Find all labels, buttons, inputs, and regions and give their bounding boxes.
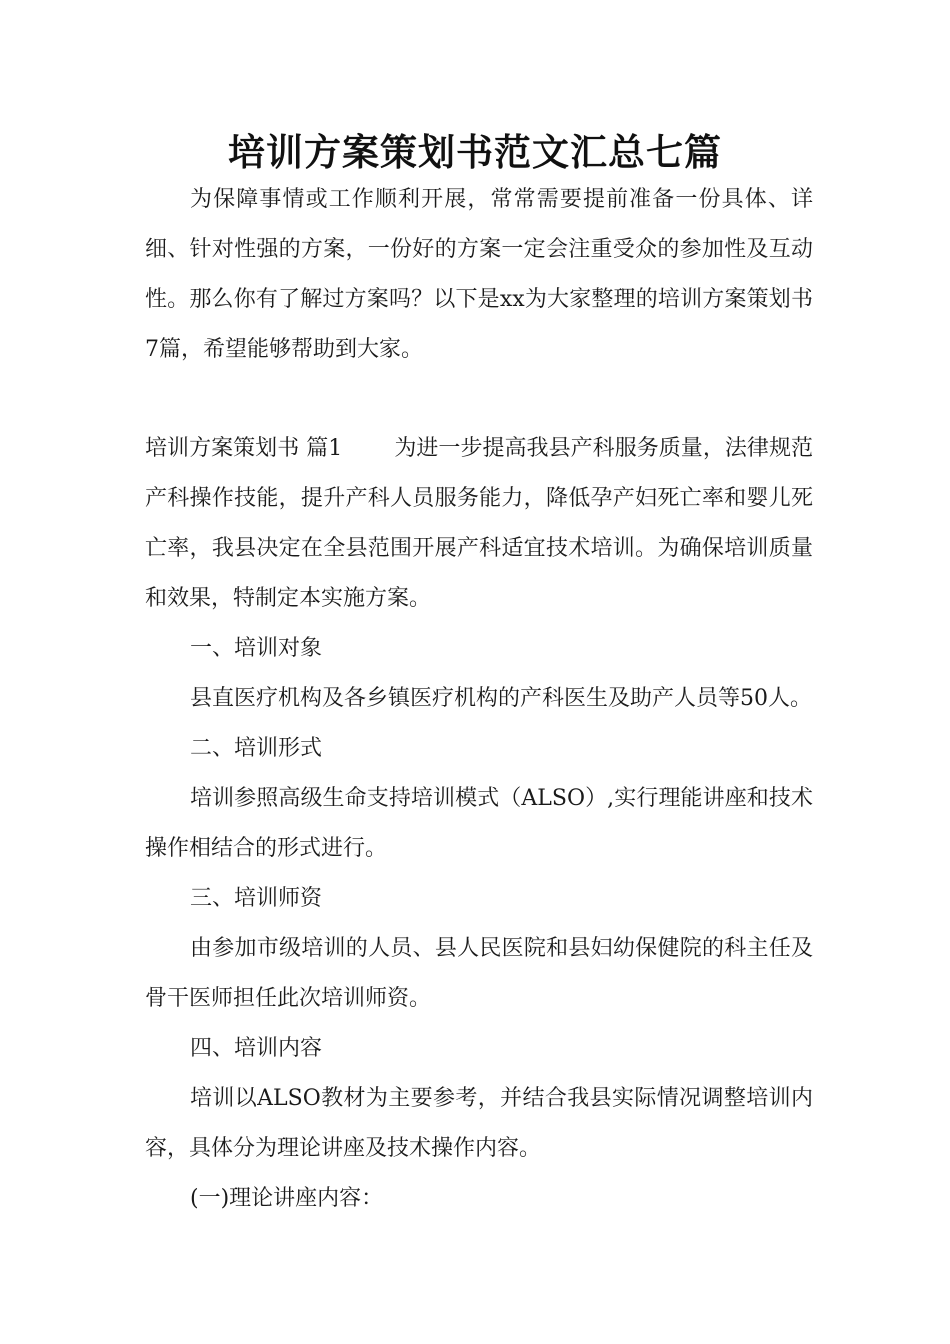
paragraph-training-content: 培训以ALSO教材为主要参考，并结合我县实际情况调整培训内容，具体分为理论讲座及技术操作内容。: [145, 1086, 813, 1161]
paragraph-training-target: 县直医疗机构及各乡镇医疗机构的产科医生及助产人员等50人。: [190, 686, 812, 711]
article-section: [145, 424, 813, 1224]
article-first-paragraph: [145, 424, 813, 624]
article-opening: 为进一步提高我县产科服务质量，法律规范产科操作技能，提升产科人员服务能力，降低孕产妇死亡率和婴儿死亡率，我县决定在全县范围开展产科适宜技术培训。为确保培训质量和效果，特制定本实施方案。: [145, 436, 813, 611]
heading-training-content: 四、培训内容: [190, 1036, 323, 1061]
heading-training-teachers: 三、培训师资: [190, 886, 323, 911]
intro-block: [145, 175, 813, 375]
article-lead: 培训方案策划书 篇1: [145, 436, 343, 461]
intro-paragraph: 为保障事情或工作顺利开展，常常需要提前准备一份具体、详细、针对性强的方案，一份好的方案一定会注重受众的参加性及互动性。那么你有了解过方案吗？以下是xx为大家整理的培训方案策划书7篇，希望能够帮助到大家。: [145, 187, 813, 362]
heading-training-format: 二、培训形式: [190, 736, 323, 761]
heading-theory-lectures: (一)理论讲座内容：: [190, 1186, 384, 1211]
paragraph-training-format: 培训参照高级生命支持培训模式（ALSO）,实行理能讲座和技术操作相结合的形式进行。: [145, 786, 813, 861]
paragraph-training-teachers: 由参加市级培训的人员、县人民医院和县妇幼保健院的科主任及骨干医师担任此次培训师资。: [145, 936, 813, 1011]
heading-training-target: 一、培训对象: [190, 636, 323, 661]
document-title: 培训方案策划书范文汇总七篇: [228, 131, 722, 174]
